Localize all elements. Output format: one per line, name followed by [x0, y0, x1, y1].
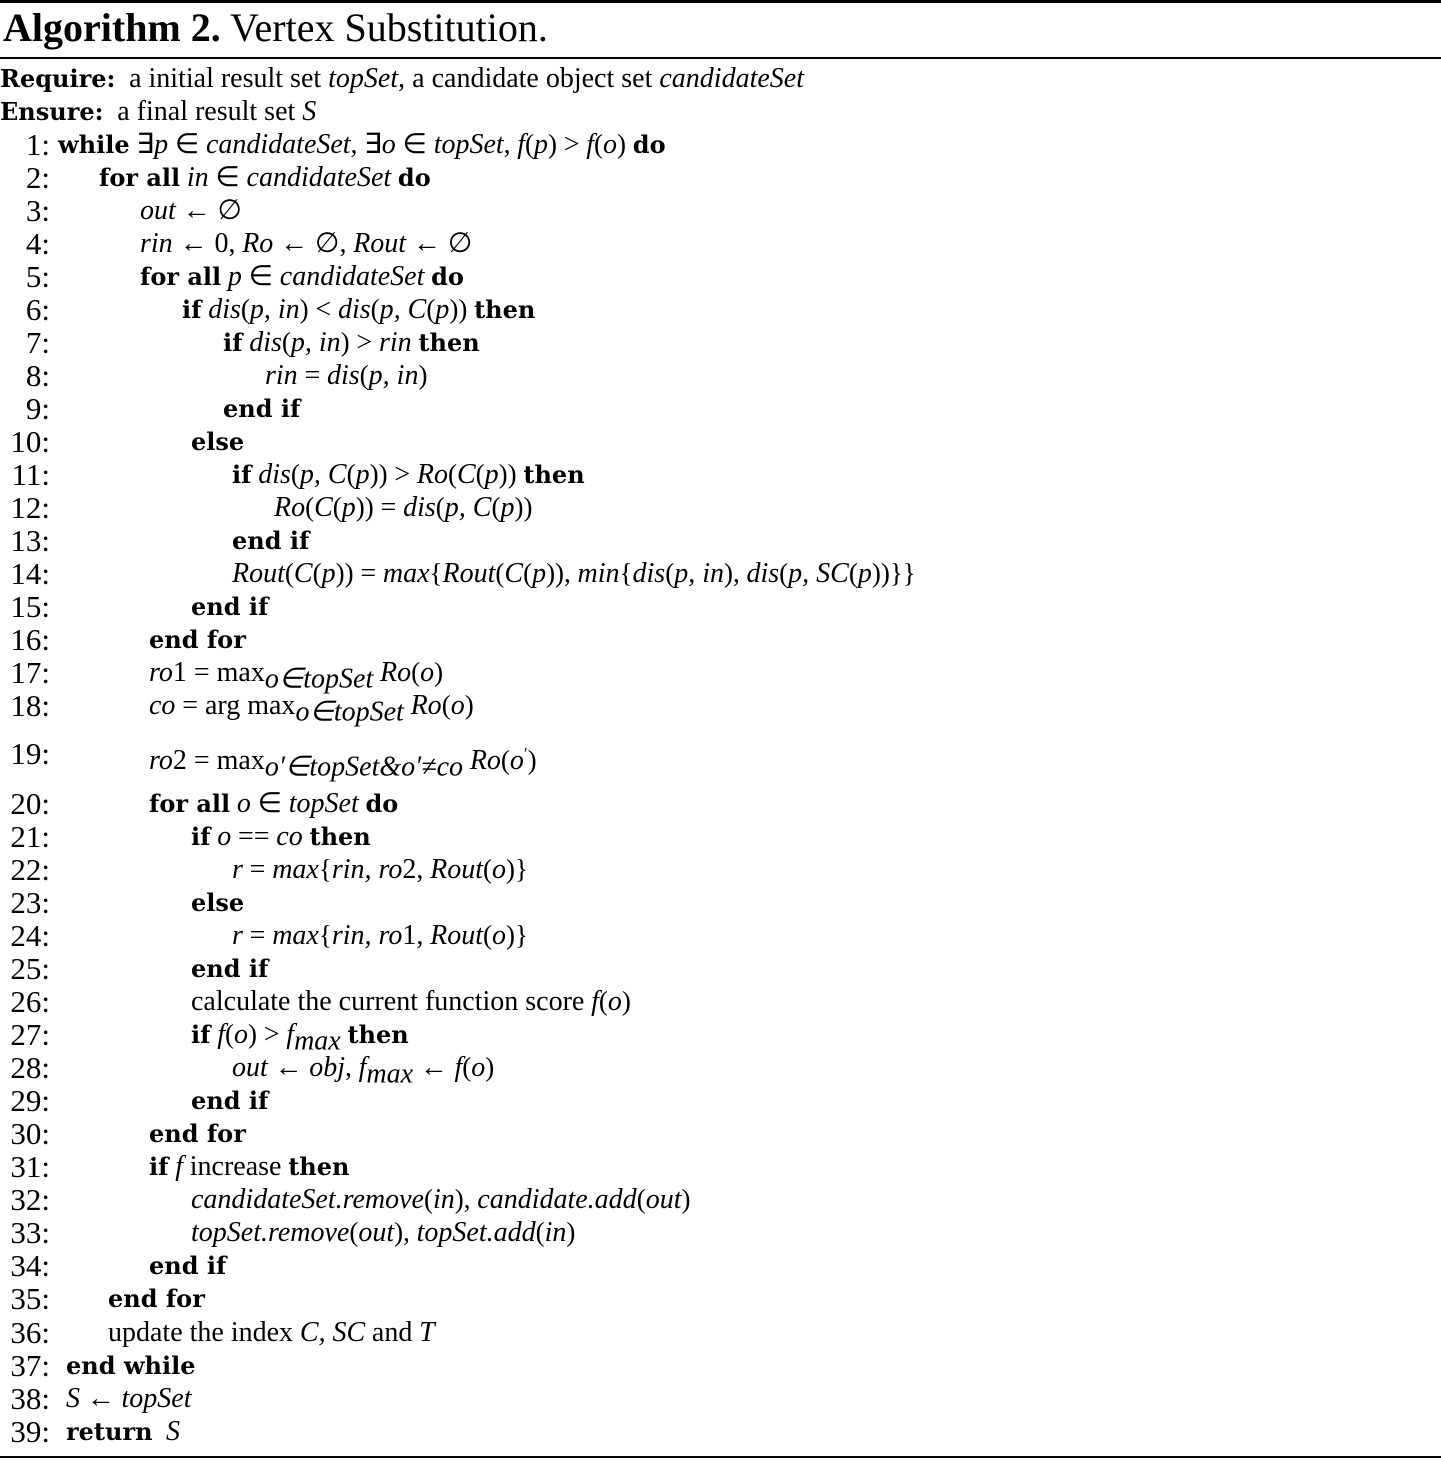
line-text: else: [191, 427, 245, 456]
algorithm-title: Vertex Substitution.: [230, 5, 548, 50]
line-text: if dis(p, C(p)) > Ro(C(p)) then: [232, 459, 585, 490]
line-text: end if: [191, 1086, 269, 1115]
line-text: Rout(C(p)) = max{Rout(C(p)), min{dis(p, in), dis(p, SC(p))}}: [232, 558, 916, 589]
line-text: if dis(p, in) > rin then: [223, 327, 480, 358]
line-text: calculate the current function score f(o): [191, 986, 631, 1017]
line-text: for all o ∈ topSet do: [149, 788, 399, 819]
line-text: for all in ∈ candidateSet do: [99, 162, 431, 193]
algorithm-caption: [3, 6, 548, 50]
line-text: end if: [191, 954, 269, 983]
line-text: end if: [232, 526, 310, 555]
line-text: else: [191, 888, 245, 917]
line-text: end while: [66, 1351, 196, 1380]
line-text: $ro2 = \max_{o'\in topSet\&o'\ne co} Ro(o')$: [149, 744, 537, 783]
ensure-label: Ensure:: [0, 97, 104, 126]
line-text: rin ← 0, Ro ← ∅, Rout ← ∅: [140, 228, 473, 259]
require-label: Require:: [0, 64, 116, 93]
top-rule: [0, 0, 1441, 3]
line-text: $ro1 = \max_{o\in topSet} Ro(o)$: [149, 657, 444, 695]
line-text: while ∃p ∈ candidateSet, ∃o ∈ topSet, f(p) > f(o) do: [58, 129, 666, 160]
line-text: if o == co then: [191, 821, 371, 852]
require-line: [0, 62, 804, 95]
ensure-text: a final result set S: [110, 96, 317, 127]
line-text: end if: [191, 592, 269, 621]
caption-rule: [0, 57, 1441, 59]
require-text: a initial result set topSet, a candidate object set candidateSet: [122, 63, 804, 94]
line-text: rin = dis(p, in): [265, 360, 428, 391]
line-text: candidateSet.remove(in), candidate.add(out): [191, 1184, 691, 1215]
line-text: S ← topSet: [66, 1383, 192, 1414]
line-text: for all p ∈ candidateSet do: [140, 261, 464, 292]
ensure-line: [0, 95, 316, 128]
line-text: end for: [149, 1119, 246, 1148]
line-text: r = max{rin, ro2, Rout(o)}: [232, 854, 528, 885]
line-text: out ← ∅: [140, 195, 242, 226]
line-text: if $f(o) > f_{max}$ then: [191, 1019, 409, 1057]
line-text: if dis(p, in) < dis(p, C(p)) then: [182, 294, 536, 325]
line-text: r = max{rin, ro1, Rout(o)}: [232, 920, 528, 951]
line-text: if f increase then: [149, 1151, 350, 1182]
line-text: end if: [149, 1251, 227, 1280]
bottom-rule: [0, 1456, 1441, 1458]
line-text: update the index C, SC and T: [108, 1317, 435, 1348]
line-text: end for: [149, 625, 246, 654]
algorithm-label: Algorithm 2.: [3, 5, 221, 50]
line-text: co = arg $\max_{o\in topSet} Ro(o)$: [149, 690, 474, 728]
line-text: out ← obj, $f_{max}$ ← f(o): [232, 1052, 495, 1090]
line-text: end if: [223, 394, 301, 423]
line-text: topSet.remove(out), topSet.add(in): [191, 1217, 576, 1248]
line-text: return S: [66, 1416, 181, 1447]
line-text: Ro(C(p)) = dis(p, C(p)): [274, 492, 533, 523]
line-text: end for: [108, 1284, 205, 1313]
